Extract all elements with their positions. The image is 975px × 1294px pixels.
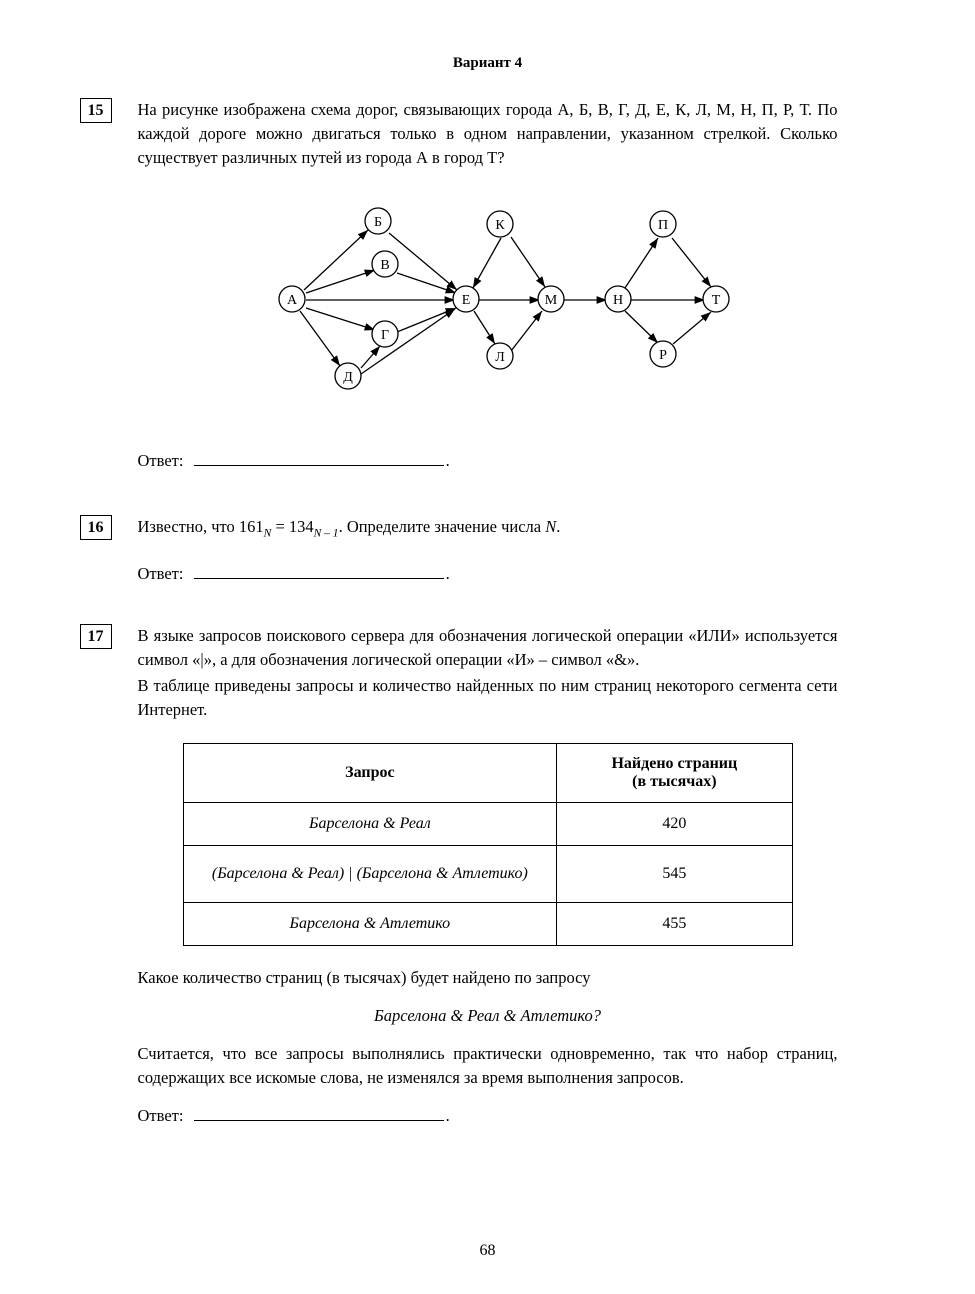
task-16-answer: [138, 564, 838, 584]
task-16-text-after: . Определите значение числа: [338, 516, 546, 536]
svg-text:Л: Л: [494, 349, 505, 365]
svg-text:М: М: [544, 292, 557, 308]
table-header-pages: [557, 744, 792, 803]
task-17-question: Какое количество страниц (в тысячах) будет найдено по запросу: [137, 968, 591, 988]
svg-text:Д: Д: [342, 369, 353, 385]
svg-text:А: А: [286, 292, 297, 308]
roads-graph-figure: [138, 194, 838, 409]
table-row: [183, 846, 792, 903]
task-15-answer: [138, 451, 838, 471]
page-header: Вариант 4: [452, 55, 523, 71]
svg-text:Т: Т: [711, 292, 720, 308]
queries-table: [183, 743, 793, 946]
svg-text:Р: Р: [658, 347, 667, 363]
task-17-query-center: Барселона & Реал & Атлетико?: [374, 1006, 601, 1026]
task-17-answer: [138, 1106, 838, 1126]
task-16-var-n: N: [545, 516, 557, 536]
task-17-answer-blank[interactable]: [194, 1106, 444, 1121]
task-16-text-before: Известно, что 161: [137, 516, 264, 536]
task-15-answer-label: Ответ:: [137, 450, 184, 470]
table-cell-pages: 420: [557, 803, 792, 846]
graph-nodes: [279, 208, 729, 389]
table-cell-query: Барселона & Атлетико: [183, 903, 557, 946]
task-16-period: .: [556, 516, 561, 536]
svg-text:П: П: [657, 217, 668, 233]
table-cell-query: (Барселона & Реал) | (Барселона & Атлетико): [183, 846, 557, 903]
svg-text:Г: Г: [380, 327, 389, 343]
table-header-row: [183, 744, 792, 803]
svg-text:Н: Н: [612, 292, 623, 308]
roads-graph-svg: [238, 194, 798, 409]
task-15-text: На рисунке изображена схема дорог, связывающих города А, Б, В, Г, Д, Е, К, Л, М, Н, П, Р, Т. По каждой дороге можно двигаться только в одном направлении, указанном стрелкой. Сколько существует различных путей из города А в город Т?: [137, 100, 838, 167]
task-17-paragraph-1: В языке запросов поискового сервера для обозначения логической операции «ИЛИ» используется символ «|», а для обозначения логической операции «И» – символ «&».: [137, 625, 838, 669]
task-15-number: 15: [80, 98, 112, 123]
task-15-answer-period: .: [445, 450, 450, 470]
task-16-sub1: N: [263, 527, 272, 540]
task-16-text-mid: = 134: [271, 516, 314, 536]
table-header-pages-line2: (в тысячах): [632, 773, 717, 791]
table-cell-query: Барселона & Реал: [183, 803, 557, 846]
task-15-answer-blank[interactable]: [194, 451, 444, 466]
task-17-answer-period: .: [445, 1106, 450, 1126]
task-15: [87, 98, 838, 471]
svg-text:Б: Б: [373, 214, 382, 230]
task-16-answer-blank[interactable]: [194, 564, 444, 579]
task-17-paragraph-2: В таблице приведены запросы и количество найденных по ним страниц некоторого сегмента сети Интернет.: [137, 675, 838, 719]
task-17: [87, 624, 838, 1126]
task-16: [87, 515, 838, 584]
task-16-number: 16: [80, 515, 112, 540]
svg-text:В: В: [379, 257, 390, 273]
task-16-text: [138, 515, 838, 542]
document-page: [0, 55, 975, 1294]
task-17-answer-label: Ответ:: [137, 1106, 184, 1126]
svg-text:Е: Е: [461, 292, 470, 308]
table-cell-pages: 455: [557, 903, 792, 946]
task-17-note: Считается, что все запросы выполнялись практически одновременно, так что набор страниц, содержащих все искомые слова, не изменялся за время выполнения запросов.: [137, 1044, 838, 1088]
task-17-number: 17: [80, 624, 112, 649]
task-16-sub2: N – 1: [313, 527, 339, 540]
page-footer: 68: [479, 1242, 496, 1259]
page-content: [87, 98, 838, 1126]
table-header-query: Запрос: [183, 744, 557, 803]
table-header-pages-line1: Найдено страниц: [611, 755, 738, 773]
table-row: [183, 803, 792, 846]
task-16-answer-label: Ответ:: [137, 563, 184, 583]
svg-text:К: К: [494, 217, 505, 233]
table-cell-pages: 545: [557, 846, 792, 903]
table-row: [183, 903, 792, 946]
task-16-answer-period: .: [445, 563, 450, 583]
